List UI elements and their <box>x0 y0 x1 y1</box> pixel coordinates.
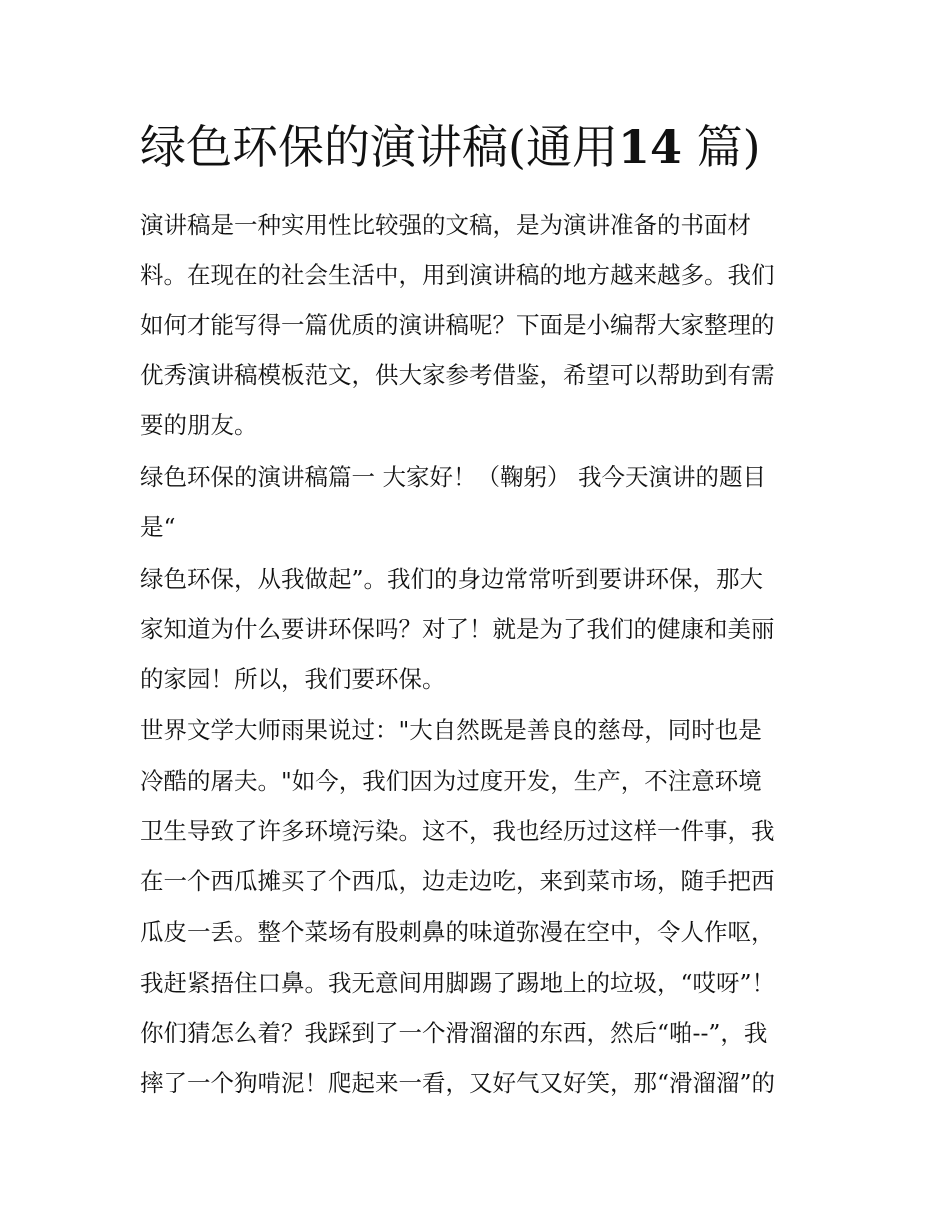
text-line: 如何才能写得一篇优质的演讲稿呢？下面是小编帮大家整理的 <box>140 311 775 339</box>
text-line: 在一个西瓜摊买了个西瓜，边走边吃，来到菜市场，随手把西 <box>140 867 775 895</box>
text-line: 瓜皮一丢。整个菜场有股刺鼻的味道弥漫在空中，令人作呕， <box>140 918 775 946</box>
text-line: 优秀演讲稿模板范文，供大家参考借鉴，希望可以帮助到有需 <box>140 361 775 389</box>
text-line: 我赶紧捂住口鼻。我无意间用脚踢了踢地上的垃圾，“哎呀”！ <box>140 969 776 997</box>
text-line: 料。在现在的社会生活中，用到演讲稿的地方越来越多。我们 <box>140 261 775 289</box>
text-line: 卫生导致了许多环境污染。这不，我也经历过这样一件事，我 <box>140 817 775 845</box>
text-line: 世界文学大师雨果说过："大自然既是善良的慈母，同时也是 <box>140 716 762 744</box>
text-line: 要的朋友。 <box>140 411 258 439</box>
text-line: 家知道为什么要讲环保吗？对了！就是为了我们的健康和美丽 <box>140 615 775 643</box>
title-prefix: 绿色环保的演讲稿(通用 <box>140 120 618 174</box>
text-line: 冷酷的屠夫。"如今，我们因为过度开发，生产，不注意环境 <box>140 767 762 795</box>
title-number: 14 <box>617 120 682 174</box>
document-title <box>140 112 840 182</box>
text-line: 你们猜怎么着？我踩到了一个滑溜溜的东西，然后“啪--”，我 <box>140 1019 768 1047</box>
title-suffix: 篇) <box>696 120 761 174</box>
text-line: 绿色环保的演讲稿篇一 大家好！（鞠躬） 我今天演讲的题目 <box>140 463 766 491</box>
text-line: 是“ <box>140 513 176 541</box>
text-line: 演讲稿是一种实用性比较强的文稿，是为演讲准备的书面材 <box>140 211 751 239</box>
text-line: 摔了一个狗啃泥！爬起来一看，又好气又好笑，那“滑溜溜”的 <box>140 1069 776 1097</box>
text-line: 绿色环保，从我做起”。我们的身边常常听到要讲环保，那大 <box>140 565 764 593</box>
text-line: 的家园！所以，我们要环保。 <box>140 665 446 693</box>
